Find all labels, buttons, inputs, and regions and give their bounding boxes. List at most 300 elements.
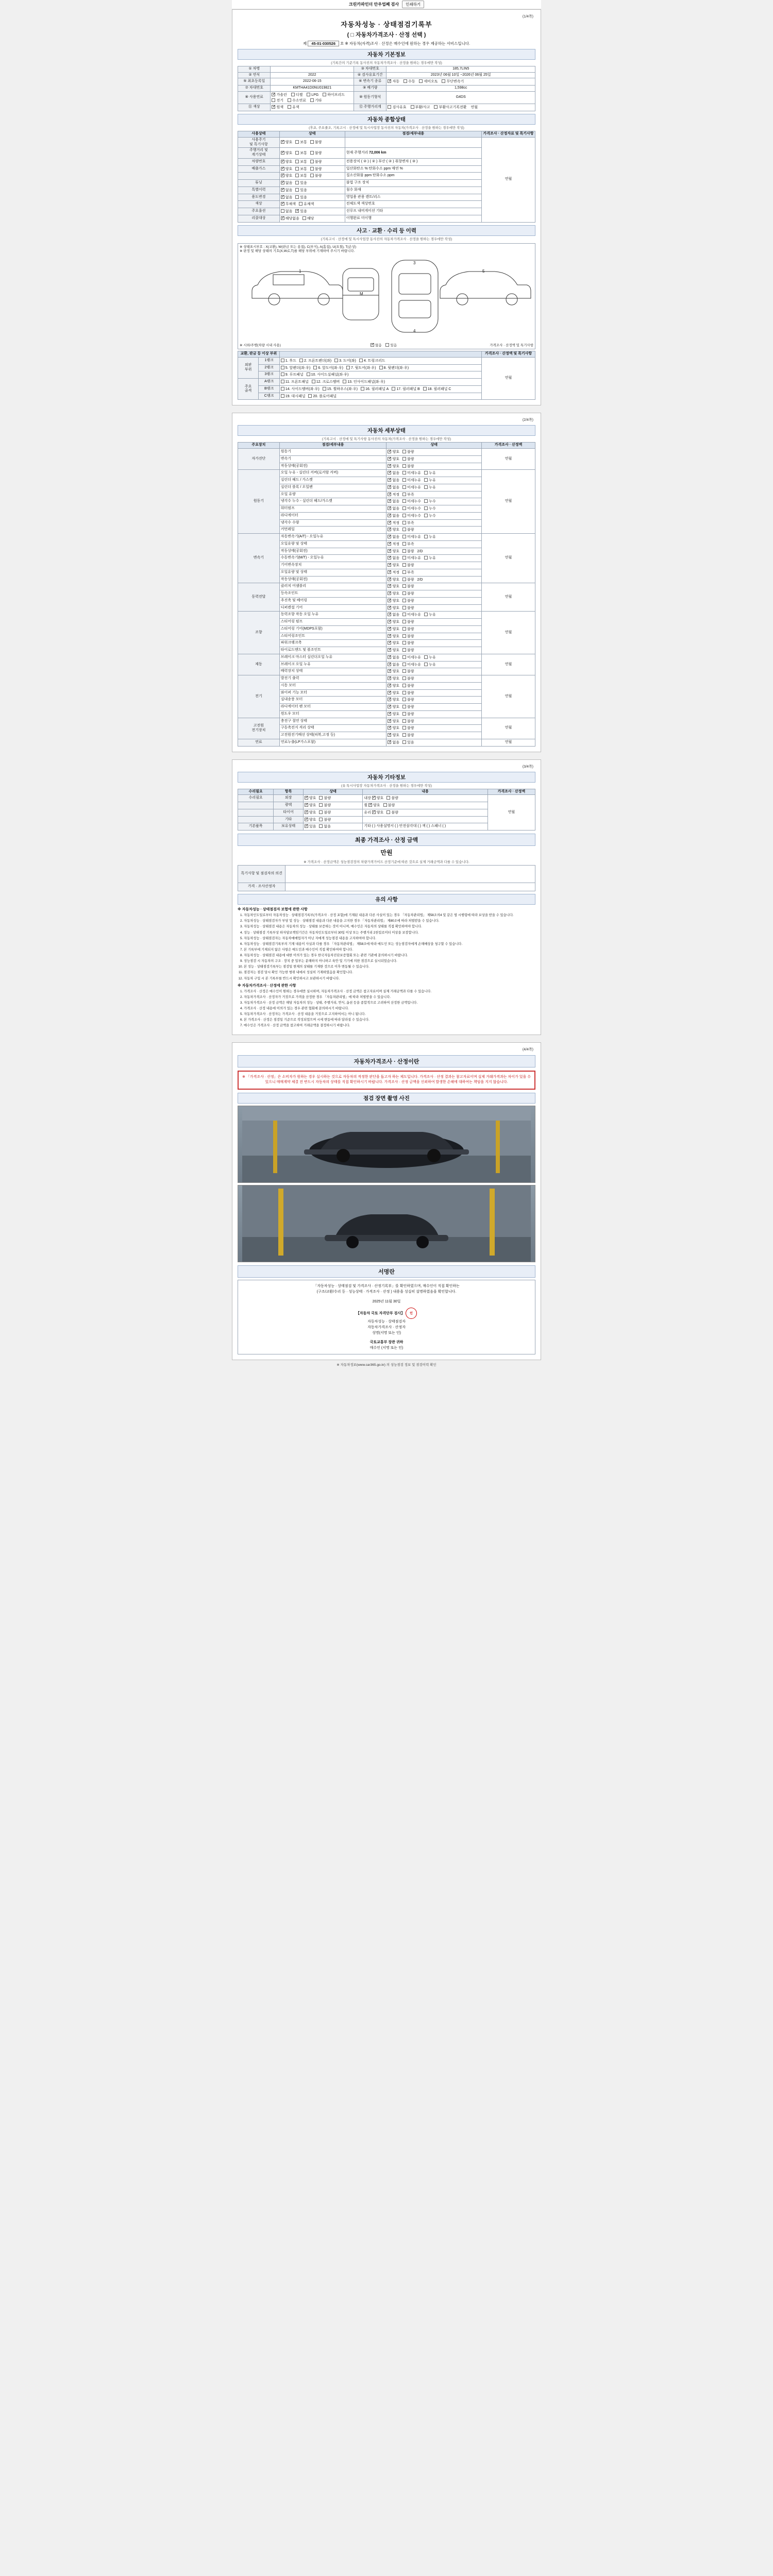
checkbox[interactable] — [388, 705, 391, 708]
detail-0-2-opt-1[interactable]: 불량 — [407, 464, 414, 468]
detail-6-5-opt-0[interactable]: 양호 — [392, 712, 400, 716]
opt-transmission-1[interactable]: 수동 — [408, 80, 415, 84]
checkbox[interactable] — [281, 216, 284, 220]
detail-state-8-0[interactable] — [386, 739, 482, 746]
overall-row-state-5[interactable] — [279, 180, 345, 187]
detail-1-0-opt-2[interactable]: 누유 — [429, 471, 436, 476]
checkbox[interactable] — [424, 478, 428, 482]
detail-state-3-0[interactable] — [386, 583, 482, 590]
etc2-0-opt-0[interactable]: 양호 — [376, 796, 384, 801]
detail-state-2-4[interactable] — [386, 562, 482, 569]
checkbox[interactable] — [305, 810, 308, 814]
detail-1-1-opt-0[interactable]: 없음 — [392, 479, 400, 483]
opt-transmission-2[interactable]: 세미오토 — [424, 80, 438, 84]
detail-state-1-3[interactable] — [386, 491, 482, 498]
checkbox[interactable] — [388, 669, 391, 673]
detail-4-2-opt-0[interactable]: 양호 — [392, 627, 400, 631]
detail-5-2-opt-0[interactable]: 양호 — [392, 670, 400, 674]
detail-1-4-opt-0[interactable]: 없음 — [392, 500, 400, 504]
accident-item-1-0-2[interactable]: 13. 인사이드패널(좌·우) — [347, 380, 385, 384]
checkbox[interactable] — [319, 810, 323, 814]
checkbox[interactable] — [281, 195, 284, 199]
checkbox[interactable] — [281, 202, 284, 206]
checkbox[interactable] — [295, 181, 299, 184]
detail-state-0-2[interactable] — [386, 463, 482, 470]
checkbox[interactable] — [402, 684, 406, 687]
overall-row-state-9[interactable] — [279, 208, 345, 215]
detail-state-1-6[interactable] — [386, 512, 482, 519]
detail-8-0-opt-1[interactable]: 있음 — [407, 740, 414, 744]
checkbox[interactable] — [295, 174, 299, 177]
checkbox[interactable] — [388, 471, 391, 474]
detail-state-2-2[interactable] — [386, 548, 482, 555]
detail-2-0-opt-2[interactable]: 누유 — [429, 535, 436, 539]
accident-legend-opts[interactable] — [371, 343, 400, 347]
detail-state-4-5[interactable] — [386, 647, 482, 654]
checkbox[interactable] — [402, 591, 406, 595]
overall-0-opt-0[interactable]: 양호 — [285, 141, 293, 145]
checkbox[interactable] — [388, 478, 391, 482]
detail-4-5-opt-1[interactable]: 불량 — [407, 649, 414, 653]
checkbox[interactable] — [388, 740, 391, 744]
opt-fuel-6[interactable]: 기타 — [314, 98, 322, 103]
overall-6-opt-0[interactable]: 없음 — [285, 188, 293, 192]
detail-state-1-4[interactable] — [386, 498, 482, 505]
checkbox[interactable] — [388, 464, 391, 468]
detail-7-0-opt-0[interactable]: 양호 — [392, 719, 400, 723]
detail-2-0-opt-1[interactable]: 미세누유 — [407, 535, 422, 539]
detail-4-1-opt-1[interactable]: 불량 — [407, 620, 414, 624]
checkbox[interactable] — [281, 372, 284, 376]
detail-state-4-1[interactable] — [386, 619, 482, 626]
detail-3-0-opt-0[interactable]: 양호 — [392, 585, 400, 589]
overall-0-opt-2[interactable]: 불량 — [314, 141, 322, 145]
checkbox[interactable] — [307, 372, 310, 376]
etc-3-opt-0[interactable]: 양호 — [309, 818, 316, 822]
checkbox[interactable] — [424, 535, 428, 538]
checkbox[interactable] — [388, 627, 391, 631]
checkbox[interactable] — [281, 394, 284, 398]
checkbox[interactable] — [368, 803, 372, 807]
detail-state-4-4[interactable] — [386, 640, 482, 647]
checkbox[interactable] — [388, 733, 391, 737]
overall-1-opt-0[interactable]: 양호 — [285, 151, 293, 155]
checkbox[interactable] — [281, 167, 284, 171]
detail-1-5-opt-1[interactable]: 미세누수 — [407, 507, 422, 511]
checkbox[interactable] — [388, 641, 391, 645]
checkbox[interactable] — [386, 810, 390, 814]
checkbox[interactable] — [281, 359, 284, 362]
checkbox[interactable] — [319, 824, 323, 828]
detail-state-3-2[interactable] — [386, 597, 482, 604]
accident-item-0-2-1[interactable]: 10. 사이드실패널(좌·우) — [311, 373, 349, 377]
checkbox[interactable] — [424, 663, 428, 666]
accident-item-0-0-2[interactable]: 3. 도어(좌) — [339, 359, 356, 363]
checkbox[interactable] — [424, 613, 428, 616]
checkbox[interactable] — [299, 359, 303, 362]
etc-row-state-4[interactable] — [303, 823, 362, 831]
detail-5-0-opt-1[interactable]: 미세누유 — [407, 655, 422, 659]
detail-3-1-opt-0[interactable]: 양호 — [392, 592, 400, 596]
detail-7-0-opt-1[interactable]: 불량 — [407, 719, 414, 723]
overall-3-opt-1[interactable]: 보통 — [300, 167, 307, 171]
transmission-options[interactable] — [386, 78, 535, 86]
checkbox[interactable] — [423, 387, 427, 391]
checkbox[interactable] — [402, 528, 406, 531]
detail-4-3-opt-0[interactable]: 양호 — [392, 634, 400, 638]
detail-0-1-opt-0[interactable]: 양호 — [392, 457, 400, 461]
detail-1-6-opt-1[interactable]: 미세누수 — [407, 514, 422, 518]
etc-0-opt-1[interactable]: 불량 — [324, 796, 331, 801]
checkbox[interactable] — [388, 698, 391, 701]
checkbox[interactable] — [424, 471, 428, 474]
etc2-2-opt-1[interactable]: 불량 — [391, 810, 398, 815]
checkbox[interactable] — [305, 796, 308, 800]
detail-5-1-opt-2[interactable]: 누유 — [429, 663, 436, 667]
detail-2-1-opt-1[interactable]: 부족 — [407, 542, 414, 546]
detail-4-5-opt-0[interactable]: 양호 — [392, 649, 400, 653]
checkbox[interactable] — [303, 216, 306, 220]
overall-row-state-1[interactable] — [279, 148, 345, 159]
detail-4-0-opt-2[interactable]: 누유 — [429, 613, 436, 617]
checkbox[interactable] — [388, 549, 391, 553]
checkbox[interactable] — [295, 140, 299, 144]
checkbox[interactable] — [319, 803, 323, 807]
etc-2-opt-0[interactable]: 양호 — [309, 810, 316, 815]
overall-row-state-6[interactable] — [279, 187, 345, 194]
overall-6-opt-1[interactable]: 있음 — [300, 188, 307, 192]
accident-item-1-2-1[interactable]: 20. 플로어패널 — [313, 394, 337, 398]
checkbox[interactable] — [402, 634, 406, 638]
etc-3-opt-1[interactable]: 불량 — [324, 818, 331, 822]
checkbox[interactable] — [379, 366, 383, 369]
detail-1-5-opt-2[interactable]: 누수 — [429, 507, 436, 511]
detail-state-2-6[interactable] — [386, 576, 482, 583]
etc-0-opt-0[interactable]: 양호 — [309, 796, 316, 801]
overall-2-opt-2[interactable]: 불량 — [314, 160, 322, 164]
accident-item-1-1-2[interactable]: 16. 필러패널 A — [365, 387, 389, 391]
detail-state-2-3[interactable] — [386, 555, 482, 562]
overall-0-opt-1[interactable]: 보통 — [300, 141, 307, 145]
checkbox[interactable] — [388, 521, 391, 524]
checkbox[interactable] — [388, 663, 391, 666]
checkbox[interactable] — [402, 726, 406, 730]
detail-1-8-opt-0[interactable]: 양호 — [392, 528, 400, 532]
detail-1-3-opt-1[interactable]: 부족 — [407, 493, 414, 497]
checkbox[interactable] — [388, 655, 391, 659]
etc-1-opt-0[interactable]: 양호 — [309, 804, 316, 808]
color-options[interactable] — [271, 104, 354, 111]
etc-row-state-0[interactable] — [303, 795, 362, 802]
detail-4-4-opt-0[interactable]: 양호 — [392, 641, 400, 646]
checkbox[interactable] — [402, 663, 406, 666]
opt-fuel-0[interactable]: 가솔린 — [276, 93, 287, 97]
detail-state-6-2[interactable] — [386, 689, 482, 697]
detail-state-6-5[interactable] — [386, 710, 482, 718]
etc-row-item2-0[interactable]: 내장 ✓양호 불량 — [363, 795, 488, 802]
detail-6-1-opt-0[interactable]: 양호 — [392, 684, 400, 688]
checkbox[interactable] — [402, 613, 406, 616]
checkbox[interactable] — [402, 641, 406, 645]
overall-3-opt-0[interactable]: 양호 — [285, 167, 293, 171]
detail-4-0-opt-1[interactable]: 미세누유 — [407, 613, 422, 617]
detail-state-0-1[interactable] — [386, 455, 482, 463]
detail-1-4-opt-1[interactable]: 미세누수 — [407, 500, 422, 504]
accident-items-0-2[interactable] — [279, 371, 481, 379]
detail-state-6-1[interactable] — [386, 682, 482, 689]
checkbox[interactable] — [388, 506, 391, 510]
checkbox[interactable] — [402, 542, 406, 546]
detail-6-4-opt-0[interactable]: 양호 — [392, 705, 400, 709]
overall-4-opt-0[interactable]: 양호 — [285, 174, 293, 178]
opt-color-0[interactable]: 원색 — [276, 106, 283, 110]
checkbox[interactable] — [402, 627, 406, 631]
accident-item-1-1-1[interactable]: 15. 휠하우스(좌·우) — [327, 387, 358, 391]
checkbox[interactable] — [361, 387, 364, 391]
accident-items-1-2[interactable] — [279, 393, 481, 400]
detail-0-2-opt-0[interactable]: 양호 — [392, 464, 400, 468]
checkbox[interactable] — [372, 796, 376, 800]
detail-0-0-opt-1[interactable]: 불량 — [407, 450, 414, 454]
accident-item-0-1-3[interactable]: 8. 뒷펜더(좌·우) — [383, 366, 409, 370]
opt-transmission-0[interactable]: 자동 — [392, 80, 400, 84]
detail-state-2-5[interactable] — [386, 569, 482, 576]
detail-state-1-1[interactable] — [386, 477, 482, 484]
accident-item-0-0-0[interactable]: 1. 후드 — [285, 359, 297, 363]
overall-row-state-2[interactable] — [279, 158, 345, 165]
detail-2-5-opt-0[interactable]: 적정 — [392, 570, 400, 574]
opt-odo-2[interactable]: 부활사고기록전환 — [439, 106, 467, 110]
accident-item-0-1-0[interactable]: 5. 앞펜더(좌·우) — [285, 366, 311, 370]
detail-6-3-opt-1[interactable]: 불량 — [407, 698, 414, 702]
detail-3-1-opt-1[interactable]: 불량 — [407, 592, 414, 596]
detail-4-0-opt-0[interactable]: 없음 — [392, 613, 400, 617]
checkbox[interactable] — [402, 556, 406, 560]
checkbox[interactable] — [424, 514, 428, 517]
checkbox[interactable] — [388, 648, 391, 652]
detail-state-2-1[interactable] — [386, 540, 482, 548]
checkbox[interactable] — [388, 485, 391, 489]
detail-state-5-2[interactable] — [386, 668, 482, 675]
detail-state-4-0[interactable] — [386, 612, 482, 619]
accident-item-1-1-0[interactable]: 14. 사이드멤버(좌·우) — [285, 387, 320, 391]
checkbox[interactable] — [383, 803, 387, 807]
detail-5-0-opt-2[interactable]: 누유 — [429, 655, 436, 659]
checkbox[interactable] — [402, 648, 406, 652]
detail-2-1-opt-0[interactable]: 적정 — [392, 542, 400, 546]
detail-7-1-opt-0[interactable]: 양호 — [392, 726, 400, 731]
checkbox[interactable] — [388, 620, 391, 623]
checkbox[interactable] — [305, 818, 308, 821]
accident-items-0-0[interactable] — [279, 357, 481, 364]
checkbox[interactable] — [388, 450, 391, 453]
accident-item-1-1-4[interactable]: 18. 필러패널 C — [427, 387, 451, 391]
detail-state-6-4[interactable] — [386, 704, 482, 711]
checkbox[interactable] — [312, 380, 315, 383]
detail-state-3-1[interactable] — [386, 590, 482, 598]
accident-item-0-0-1[interactable]: 2. 프론트펜더(좌) — [304, 359, 332, 363]
checkbox[interactable] — [388, 457, 391, 461]
accident-item-1-2-0[interactable]: 19. 대시패널 — [285, 394, 306, 398]
opt-fuel-4[interactable]: 전기 — [276, 98, 283, 103]
detail-8-0-opt-0[interactable]: 없음 — [392, 740, 400, 744]
accident-item-0-1-2[interactable]: 7. 뒷도어(좌·우) — [350, 366, 376, 370]
checkbox[interactable] — [402, 570, 406, 574]
detail-3-0-opt-1[interactable]: 불량 — [407, 585, 414, 589]
checkbox[interactable] — [346, 366, 350, 369]
detail-3-3-opt-0[interactable]: 양호 — [392, 606, 400, 610]
detail-2-6-opt-0[interactable]: 양호 — [392, 578, 400, 582]
accident-items-1-0[interactable] — [279, 379, 481, 386]
accident-item-1-0-0[interactable]: 11. 프론트패널 — [285, 380, 309, 384]
overall-2-opt-0[interactable]: 양호 — [285, 160, 293, 164]
checkbox[interactable] — [402, 457, 406, 461]
checkbox[interactable] — [402, 655, 406, 659]
checkbox[interactable] — [392, 387, 395, 391]
checkbox[interactable] — [402, 584, 406, 588]
detail-1-3-opt-0[interactable]: 적정 — [392, 493, 400, 497]
detail-state-5-1[interactable] — [386, 661, 482, 668]
detail-2-3-opt-2[interactable]: 누유 — [429, 556, 436, 561]
checkbox[interactable] — [402, 563, 406, 567]
overall-row-state-0[interactable] — [279, 137, 345, 148]
checkbox[interactable] — [319, 796, 323, 800]
checkbox[interactable] — [402, 521, 406, 524]
detail-2-4-opt-0[interactable]: 양호 — [392, 564, 400, 568]
detail-state-4-2[interactable] — [386, 625, 482, 633]
checkbox[interactable] — [402, 499, 406, 503]
detail-state-0-0[interactable] — [386, 449, 482, 456]
checkbox[interactable] — [281, 366, 284, 369]
overall-10-opt-0[interactable]: 해당없음 — [285, 216, 299, 221]
checkbox[interactable] — [402, 506, 406, 510]
detail-state-7-2[interactable] — [386, 732, 482, 739]
checkbox[interactable] — [424, 556, 428, 560]
etc2-1-opt-0[interactable]: 양호 — [373, 804, 380, 808]
etc-row-state-2[interactable] — [303, 809, 362, 816]
etc-row-item2-4[interactable]: 기타 ( ) 사용설명서 ( ) 안전삼각대 ( ) 잭 ( ) 스패너 ( ) — [363, 823, 488, 831]
etc-1-opt-1[interactable]: 불량 — [324, 804, 331, 808]
checkbox[interactable] — [402, 719, 406, 723]
checkbox[interactable] — [295, 209, 299, 213]
opt-odo-1[interactable]: 부활/사고 — [415, 106, 430, 110]
detail-6-1-opt-1[interactable]: 불량 — [407, 684, 414, 688]
detail-2-4-opt-1[interactable]: 불량 — [407, 564, 414, 568]
checkbox[interactable] — [295, 195, 299, 199]
detail-7-1-opt-1[interactable]: 불량 — [407, 726, 414, 731]
detail-state-7-0[interactable] — [386, 718, 482, 725]
detail-1-1-opt-2[interactable]: 누유 — [429, 479, 436, 483]
detail-state-3-3[interactable] — [386, 604, 482, 612]
checkbox[interactable] — [388, 691, 391, 694]
detail-3-2-opt-1[interactable]: 불량 — [407, 599, 414, 603]
checkbox[interactable] — [388, 684, 391, 687]
detail-4-4-opt-1[interactable]: 불량 — [407, 641, 414, 646]
detail-2-2-opt-1[interactable]: 불량 — [407, 549, 414, 553]
overall-row-state-10[interactable] — [279, 215, 345, 222]
checkbox[interactable] — [402, 549, 406, 553]
checkbox[interactable] — [305, 803, 308, 807]
checkbox[interactable] — [388, 606, 391, 609]
overall-row-state-8[interactable] — [279, 201, 345, 208]
opt-color-1[interactable]: 유색 — [292, 106, 299, 110]
checkbox[interactable] — [424, 499, 428, 503]
checkbox[interactable] — [424, 506, 428, 510]
checkbox[interactable] — [402, 740, 406, 744]
overall-3-opt-2[interactable]: 불량 — [314, 167, 322, 171]
checkbox[interactable] — [402, 691, 406, 694]
odometer-options[interactable] — [386, 104, 535, 111]
checkbox[interactable] — [281, 151, 284, 155]
checkbox[interactable] — [402, 578, 406, 581]
detail-state-1-2[interactable] — [386, 484, 482, 491]
checkbox[interactable] — [388, 578, 391, 581]
checkbox[interactable] — [310, 151, 314, 155]
detail-2-6-opt-1[interactable]: 불량 — [407, 578, 414, 582]
checkbox[interactable] — [402, 493, 406, 496]
checkbox[interactable] — [388, 528, 391, 531]
overall-9-opt-0[interactable]: 없음 — [285, 210, 293, 214]
checkbox[interactable] — [308, 394, 312, 398]
detail-state-7-1[interactable] — [386, 725, 482, 732]
checkbox[interactable] — [424, 655, 428, 659]
fuel-options[interactable] — [271, 91, 354, 104]
checkbox[interactable] — [281, 174, 284, 177]
checkbox[interactable] — [323, 387, 326, 391]
etc-row-item2-3[interactable] — [363, 816, 488, 823]
detail-3-2-opt-0[interactable]: 양호 — [392, 599, 400, 603]
overall-9-opt-1[interactable]: 있음 — [300, 210, 307, 214]
detail-state-5-0[interactable] — [386, 654, 482, 661]
checkbox[interactable] — [295, 151, 299, 155]
checkbox[interactable] — [388, 499, 391, 503]
accident-item-0-1-1[interactable]: 6. 앞도어(좌·우) — [318, 366, 343, 370]
opt-odo-0[interactable]: 검사유효 — [392, 106, 407, 110]
checkbox[interactable] — [388, 542, 391, 546]
etc-row-state-1[interactable] — [303, 802, 362, 809]
checkbox[interactable] — [402, 669, 406, 673]
checkbox[interactable] — [281, 181, 284, 184]
checkbox[interactable] — [402, 620, 406, 623]
checkbox[interactable] — [386, 796, 390, 800]
detail-5-1-opt-0[interactable]: 없음 — [392, 663, 400, 667]
detail-2-5-opt-1[interactable]: 부족 — [407, 570, 414, 574]
accident-items-0-1[interactable] — [279, 364, 481, 371]
checkbox[interactable] — [402, 514, 406, 517]
print-button[interactable]: 인쇄하기 — [402, 1, 424, 8]
detail-state-6-3[interactable] — [386, 697, 482, 704]
overall-5-opt-0[interactable]: 없음 — [285, 181, 293, 185]
detail-1-1-opt-1[interactable]: 미세누유 — [407, 479, 422, 483]
accident-item-0-0-3[interactable]: 4. 트렁크리드 — [363, 359, 385, 363]
detail-1-0-opt-0[interactable]: 없음 — [392, 471, 400, 476]
etc-row-item2-1[interactable]: 휠 ✓양호 불량 — [363, 802, 488, 809]
checkbox[interactable] — [295, 188, 299, 192]
detail-6-3-opt-0[interactable]: 양호 — [392, 698, 400, 702]
etc-row-state-3[interactable] — [303, 816, 362, 823]
detail-6-4-opt-1[interactable]: 불량 — [407, 705, 414, 709]
detail-2-0-opt-0[interactable]: 없음 — [392, 535, 400, 539]
detail-7-2-opt-0[interactable]: 양호 — [392, 734, 400, 738]
checkbox[interactable] — [402, 698, 406, 701]
detail-1-6-opt-2[interactable]: 누수 — [429, 514, 436, 518]
opt-fuel-1[interactable]: 디젤 — [295, 93, 303, 97]
checkbox[interactable] — [388, 493, 391, 496]
detail-0-0-opt-0[interactable]: 양호 — [392, 450, 400, 454]
detail-1-5-opt-0[interactable]: 없음 — [392, 507, 400, 511]
checkbox[interactable] — [388, 591, 391, 595]
overall-4-opt-2[interactable]: 불량 — [314, 174, 322, 178]
